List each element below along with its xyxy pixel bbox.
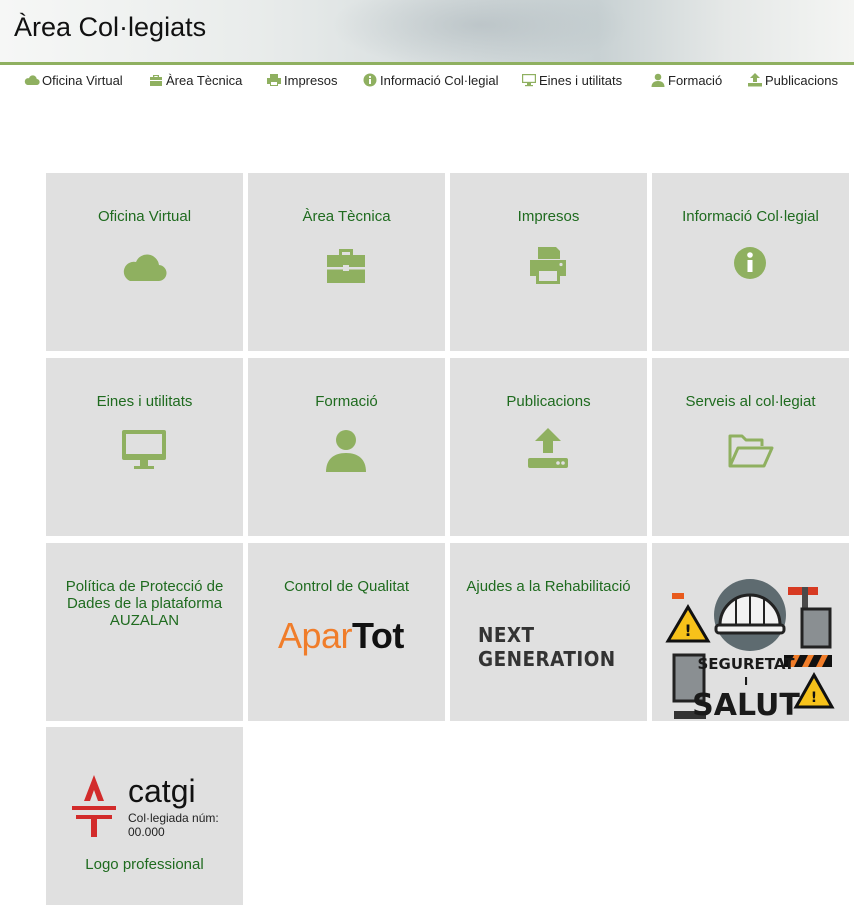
printer-icon <box>524 243 572 287</box>
tile-title: Oficina Virtual <box>97 208 192 225</box>
tile-eines-utilitats[interactable] <box>46 358 243 536</box>
tile-title: Control de Qualitat <box>283 578 410 595</box>
nav-item-publicacions[interactable] <box>747 70 838 90</box>
safety-illustration <box>652 543 849 721</box>
tile-impresos[interactable] <box>450 173 647 351</box>
safety-text-2: I <box>743 675 749 688</box>
nav-item-label: Publicacions <box>765 72 838 88</box>
tile-area-tecnica[interactable] <box>248 173 445 351</box>
user-icon <box>650 73 666 87</box>
tile-title: Política de Protecció de Dades de la plataforma AUZALAN <box>65 578 224 629</box>
nav-item-label: Eines i utilitats <box>539 72 623 88</box>
svg-text:!: ! <box>684 621 692 640</box>
printer-icon <box>266 73 282 87</box>
tile-seguretat-salut[interactable] <box>652 543 849 721</box>
upload-icon <box>747 73 763 87</box>
top-nav <box>0 70 854 90</box>
cloud-icon <box>120 243 168 287</box>
nav-item-label: Oficina Virtual <box>42 72 123 88</box>
apartot-logo: AparTot <box>278 615 404 656</box>
tile-control-qualitat[interactable] <box>248 543 445 721</box>
page-title: Àrea Col·legiats <box>14 12 207 42</box>
nav-item-label: Àrea Tècnica <box>166 72 243 88</box>
tile-title: Serveis al col·legiat <box>685 393 816 410</box>
header-banner <box>0 0 854 62</box>
svg-text:!: ! <box>810 690 818 706</box>
tile-title: Ajudes a la Rehabilitació <box>466 578 631 595</box>
folder-open-icon <box>726 428 774 472</box>
catgi-wordmark: catgi <box>128 773 196 809</box>
briefcase-icon <box>322 243 370 287</box>
nav-item-label: Formació <box>668 72 723 88</box>
tile-ajudes-rehabilitacio[interactable] <box>450 543 647 721</box>
info-icon <box>726 243 774 287</box>
monitor-icon <box>120 428 168 472</box>
nav-item-label: Impresos <box>284 72 338 88</box>
tile-politica-proteccio-dades[interactable] <box>46 543 243 721</box>
nav-item-formacio[interactable] <box>650 70 722 90</box>
nav-item-impresos[interactable] <box>266 70 337 90</box>
tile-informacio-collegial[interactable] <box>652 173 849 351</box>
tile-logo-professional[interactable] <box>46 727 243 905</box>
nav-item-oficina-virtual[interactable] <box>24 70 123 90</box>
catgi-mark-icon <box>70 773 118 839</box>
tile-title: Àrea Tècnica <box>302 208 391 225</box>
info-icon <box>362 73 378 87</box>
monitor-icon <box>521 73 537 87</box>
safety-text-3: SALUT <box>692 688 800 721</box>
user-icon <box>322 428 370 472</box>
tile-formacio[interactable] <box>248 358 445 536</box>
safety-text-1: SEGURETAT <box>697 655 795 673</box>
cloud-icon <box>24 73 40 87</box>
tile-title: Impresos <box>517 208 580 225</box>
tile-title: Formació <box>315 393 378 410</box>
tile-title: Publicacions <box>506 393 591 410</box>
tile-title: Eines i utilitats <box>96 393 193 410</box>
tile-title: Logo professional <box>85 856 204 873</box>
tile-serveis-collegiat[interactable] <box>652 358 849 536</box>
nav-item-label: Informació Col·legial <box>380 72 499 88</box>
upload-icon <box>524 428 572 472</box>
nav-item-informacio-collegial[interactable] <box>362 70 499 90</box>
logo-subtitle: Col·legiada núm: 00.000 <box>128 811 219 839</box>
nav-item-eines-utilitats[interactable] <box>521 70 622 90</box>
tile-oficina-virtual[interactable] <box>46 173 243 351</box>
next-generation-logo: NEXT GENERATION <box>478 623 616 671</box>
briefcase-icon <box>148 73 164 87</box>
tile-title: Informació Col·legial <box>682 208 819 225</box>
tile-publicacions[interactable] <box>450 358 647 536</box>
nav-item-area-tecnica[interactable] <box>148 70 242 90</box>
catgi-logo <box>70 773 240 843</box>
header-divider <box>0 62 854 65</box>
